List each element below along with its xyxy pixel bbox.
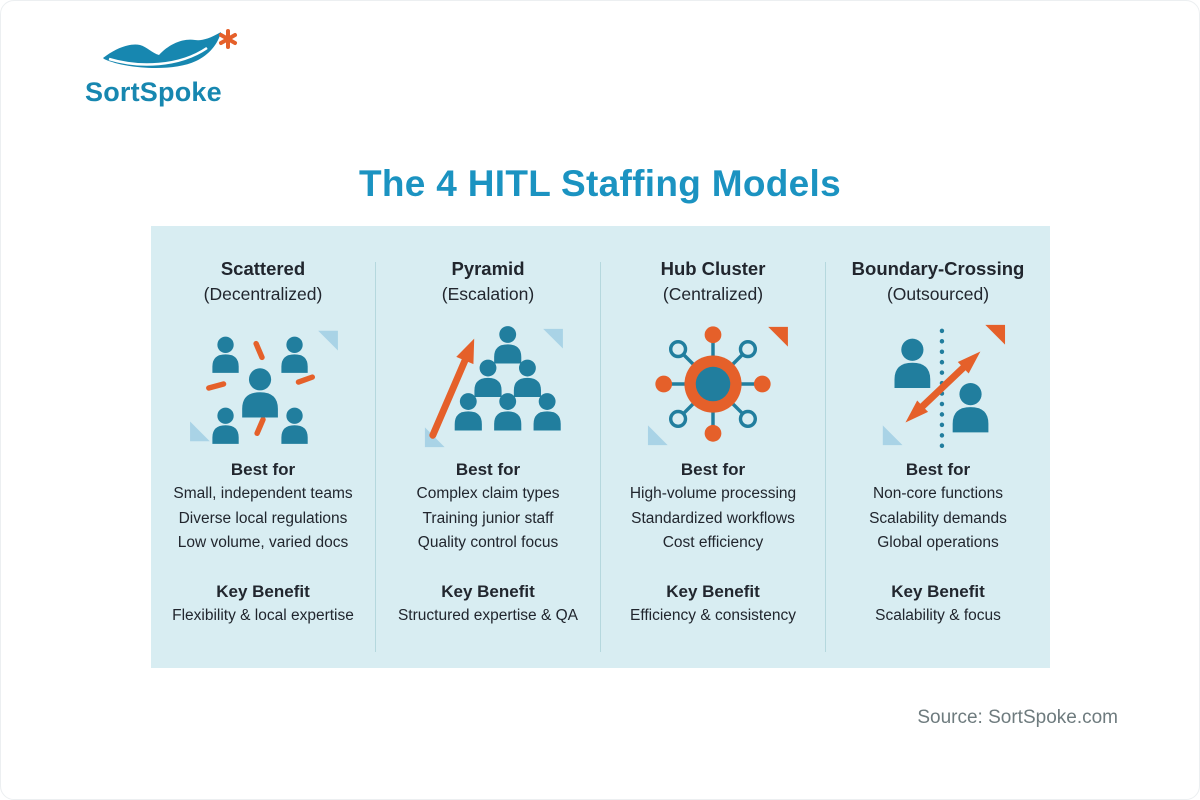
hub-cluster-icon [633, 317, 793, 455]
best-for-item: Diverse local regulations [178, 509, 348, 527]
model-subtitle: (Decentralized) [203, 284, 323, 304]
model-subtitle: (Outsourced) [886, 284, 990, 304]
model-column-boundary-crossing [826, 226, 1050, 668]
key-benefit-text: Structured expertise & QA [397, 606, 579, 624]
pyramid-escalation-icon [408, 317, 568, 455]
source-credit: Source: SortSpoke.com [917, 707, 1118, 728]
key-benefit-label: Key Benefit [666, 581, 760, 601]
best-for-item: Complex claim types [416, 485, 560, 502]
model-subtitle: (Centralized) [662, 284, 764, 304]
model-column-hub-cluster [601, 226, 825, 668]
best-for-item: Quality control focus [417, 534, 559, 552]
logo-asterisk-icon [221, 31, 235, 47]
key-benefit-text: Efficiency & consistency [630, 606, 796, 624]
best-for-item: Cost efficiency [662, 534, 764, 552]
key-benefit-text: Flexibility & local expertise [172, 606, 354, 624]
best-for-label: Best for [230, 460, 296, 479]
model-column-pyramid [376, 226, 600, 668]
model-name: Hub Cluster [660, 258, 766, 279]
page-title: The 4 HITL Staffing Models [359, 163, 841, 204]
models-panel [151, 226, 1050, 668]
best-for-label: Best for [905, 460, 971, 479]
sortspoke-logo [85, 27, 255, 108]
key-benefit-text: Scalability & focus [875, 606, 1001, 624]
best-for-item: Non-core functions [872, 485, 1004, 502]
logo-wordmark: SortSpoke [85, 77, 222, 107]
model-column-scattered [151, 226, 375, 668]
sortspoke-swoosh-icon [95, 27, 245, 79]
best-for-item: Training junior staff [422, 509, 554, 527]
best-for-label: Best for [455, 460, 521, 479]
model-name: Boundary-Crossing [851, 258, 1025, 279]
scattered-people-icon [183, 317, 343, 455]
model-name: Scattered [220, 258, 306, 279]
best-for-item: Small, independent teams [173, 485, 353, 502]
key-benefit-label: Key Benefit [441, 581, 535, 601]
boundary-crossing-icon [858, 317, 1018, 455]
model-name: Pyramid [451, 258, 525, 279]
key-benefit-label: Key Benefit [216, 581, 310, 601]
model-subtitle: (Escalation) [441, 284, 535, 304]
best-for-item: Standardized workflows [631, 509, 795, 527]
best-for-item: Scalability demands [869, 509, 1007, 527]
best-for-item: Low volume, varied docs [177, 534, 349, 552]
best-for-item: Global operations [877, 534, 999, 552]
key-benefit-label: Key Benefit [891, 581, 985, 601]
best-for-label: Best for [680, 460, 746, 479]
best-for-item: High-volume processing [629, 485, 797, 502]
